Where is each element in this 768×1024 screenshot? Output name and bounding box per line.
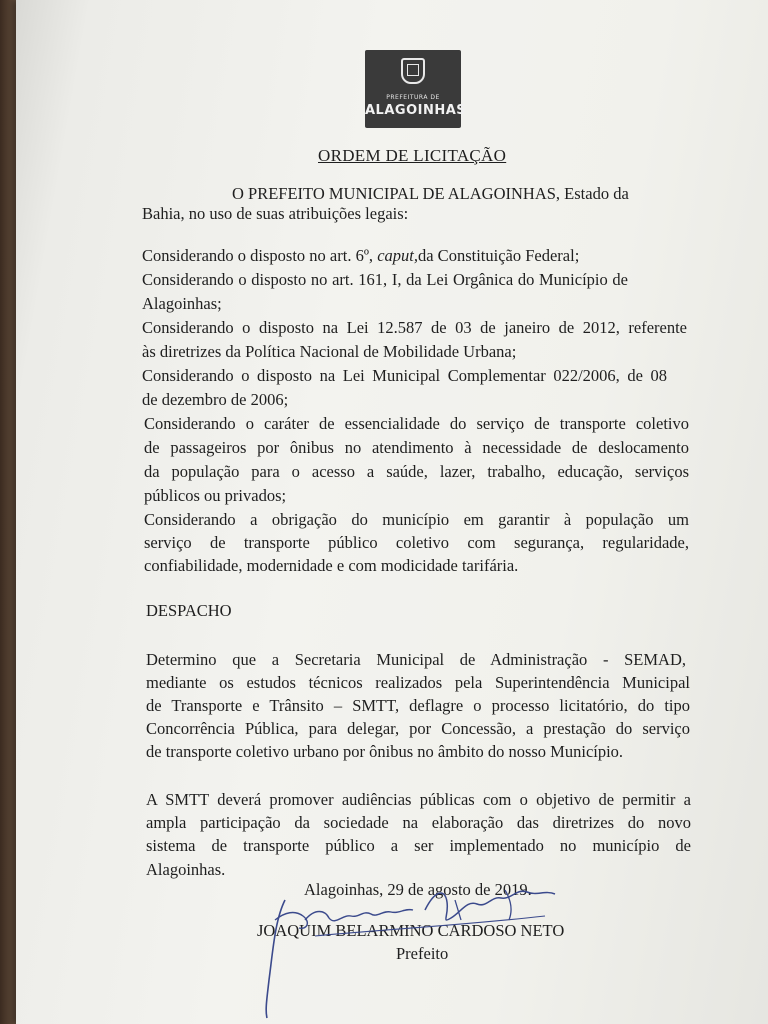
considerando-line-7: de dezembro de 2006; <box>142 390 289 409</box>
considerando-line-1: Considerando o disposto no art. 6º, caput,da Constituição Federal; <box>142 246 580 265</box>
despacho-line-2: mediante os estudos técnicos realizados pela Superintendência Municipal <box>146 673 690 692</box>
despacho-line-4: Concorrência Pública, para delegar, por Concessão, a prestação do serviço <box>146 719 690 738</box>
considerando-line-11: públicos ou privados; <box>144 486 287 505</box>
considerando-line-8: Considerando o caráter de essencialidade do serviço de transporte coletivo <box>144 414 689 433</box>
despacho-line-3: de Transporte e Trânsito – SMTT, deflagre o processo licitatório, do tipo <box>146 696 690 715</box>
logo-title: ALAGOINHAS <box>365 103 467 118</box>
despacho-line-5: de transporte coletivo urbano por ônibus no âmbito do nosso Município. <box>146 742 624 761</box>
logo-subtitle: PREFEITURA DE <box>386 94 440 101</box>
considerando-line-6: Considerando o disposto na Lei Municipal Complementar 022/2006, de 08 <box>142 366 667 385</box>
considerando-line-10: da população para o acesso a saúde, lazer, trabalho, educação, serviços <box>144 462 689 481</box>
despacho-line-1: Determino que a Secretaria Municipal de Administração - SEMAD, <box>146 650 686 669</box>
smtt-line-4: Alagoinhas. <box>146 860 226 879</box>
smtt-line-2: ampla participação da sociedade na elaboração das diretrizes do novo <box>146 813 691 832</box>
considerando-line-5: às diretrizes da Política Nacional de Mobilidade Urbana; <box>142 342 517 361</box>
smtt-line-3: sistema de transporte público a ser implementado no município de <box>146 836 691 855</box>
considerando-line-9: de passageiros por ônibus no atendimento à necessidade de deslocamento <box>144 438 689 457</box>
considerando-line-3: Alagoinhas; <box>142 294 222 313</box>
municipal-logo <box>365 50 467 128</box>
intro-line-2: Bahia, no uso de suas atribuições legais: <box>142 204 409 223</box>
date-line: Alagoinhas, 29 de agosto de 2019. <box>304 880 532 899</box>
despacho-heading: DESPACHO <box>146 601 232 620</box>
coat-of-arms-icon <box>401 58 425 84</box>
considerando-line-2: Considerando o disposto no art. 161, I, da Lei Orgânica do Município de <box>142 270 628 289</box>
signatory-role: Prefeito <box>396 944 449 963</box>
considerando-line-13: serviço de transporte público coletivo com segurança, regularidade, <box>144 533 689 552</box>
signatory-name: JOAQUIM BELARMINO CARDOSO NETO <box>257 921 565 940</box>
smtt-line-1: A SMTT deverá promover audiências públicas com o objetivo de permitir a <box>146 790 691 809</box>
handwritten-signature <box>255 880 575 1020</box>
document-title: ORDEM DE LICITAÇÃO <box>318 146 507 165</box>
intro-line-1: O PREFEITO MUNICIPAL DE ALAGOINHAS, Estado da <box>232 184 629 203</box>
considerando-line-14: confiabilidade, modernidade e com modicidade tarifária. <box>144 556 519 575</box>
considerando-line-4: Considerando o disposto na Lei 12.587 de 03 de janeiro de 2012, referente <box>142 318 687 337</box>
considerando-line-12: Considerando a obrigação do município em garantir à população um <box>144 510 689 529</box>
